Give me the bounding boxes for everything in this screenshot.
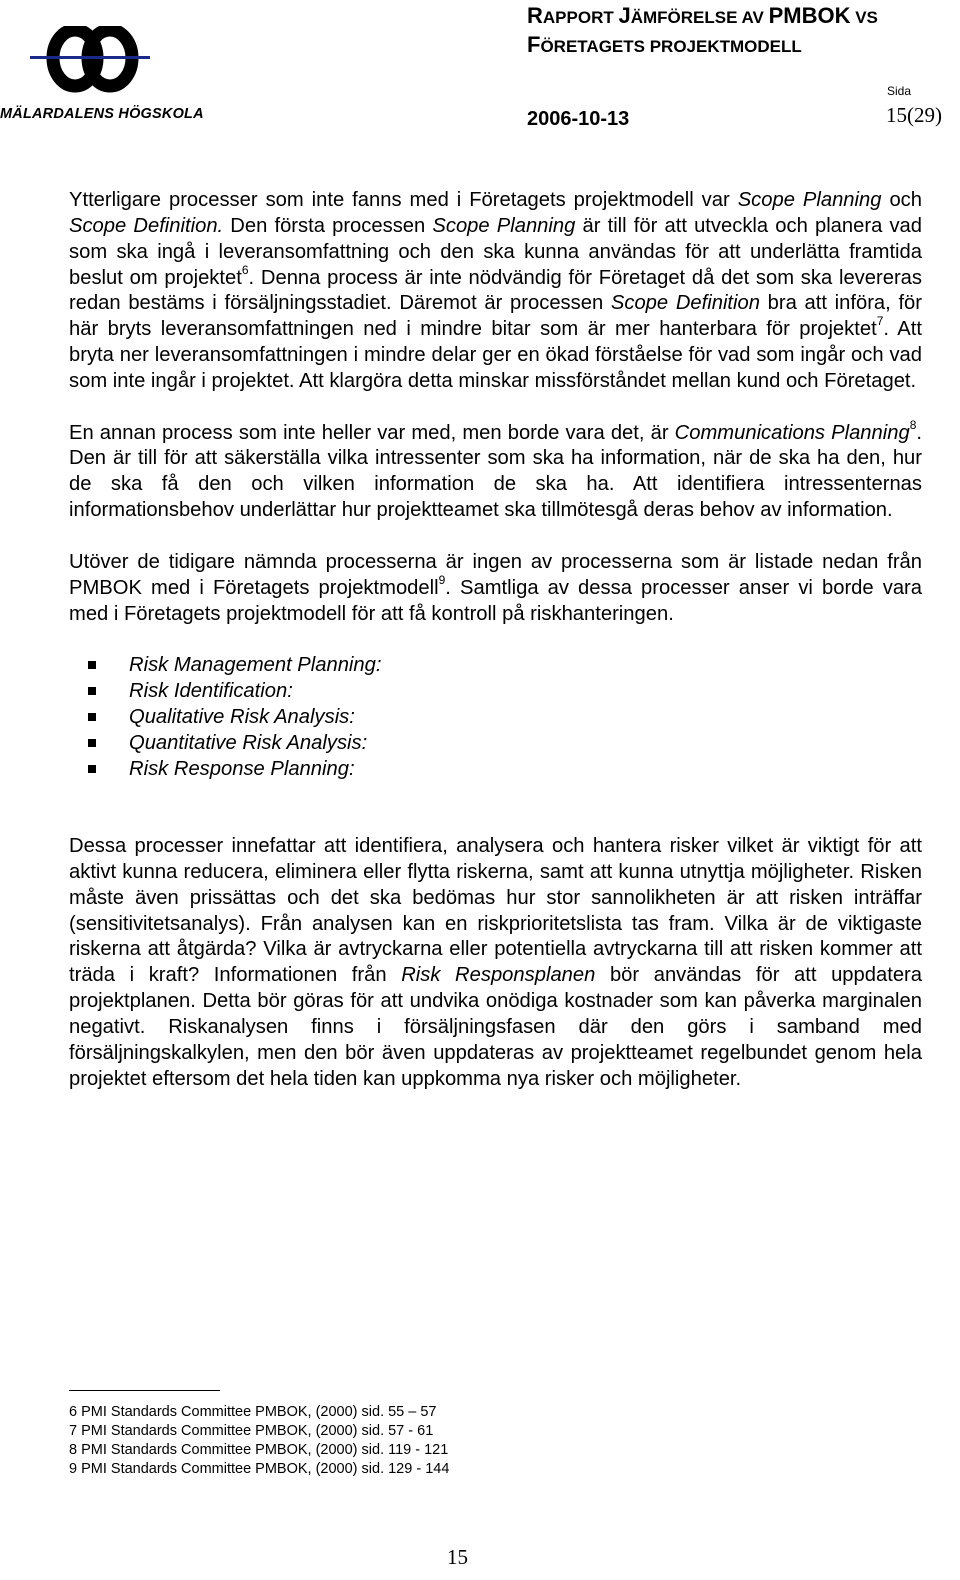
footnote: 9 PMI Standards Committee PMBOK, (2000) sid. 129 - 144 bbox=[69, 1461, 450, 1477]
logo-emblem-icon bbox=[30, 26, 150, 94]
page-label: Sida bbox=[887, 84, 912, 98]
footnotes bbox=[69, 1403, 449, 1479]
footnote: 6 PMI Standards Committee PMBOK, (2000) sid. 55 – 57 bbox=[69, 1404, 437, 1420]
footnote-ref: 9 bbox=[438, 572, 446, 587]
document-title: RAPPORT JÄMFÖRELSE AV PMBOK VS FÖRETAGETS PROJEKTMODELL bbox=[527, 3, 878, 57]
university-logo bbox=[0, 18, 204, 128]
paragraph-scope: Ytterligare processer som inte fanns med i Företagets projektmodell var Scope Planning och Scope Definition. Den första processen Scope Planning är till för att utveckla och planera vad som ska ingå i leveransomfattning och den ska kunna användas för att underlätta framtida beslut om projektet$^6$. Denna process är inte nödvändig för Företaget då det som ska levereras redan bestäms i försäljningsstadiet. Däremot är processen Scope Definition bra att införa, för här bryts leveransomfattningen ned i mindre bitar som är mer hanterbara för projektet$^7$. Att bryta ner leveransomfattningen i mindre delar ger en ökad förståelse för vad som ingår och vad som inte ingår i projektet. Att klargöra detta minskar missförståndet mellan kund och Företaget. bbox=[69, 189, 923, 392]
list-item: Risk Response Planning: bbox=[69, 757, 922, 783]
page-number: 15 bbox=[447, 1545, 468, 1569]
bullet-icon bbox=[88, 765, 96, 773]
footnote-ref: 7 bbox=[876, 314, 884, 329]
footnote-divider bbox=[69, 1390, 220, 1391]
bullet-icon bbox=[88, 661, 96, 669]
bullet-icon bbox=[88, 713, 96, 721]
risk-process-list bbox=[69, 653, 922, 782]
footnote: 7 PMI Standards Committee PMBOK, (2000) sid. 57 - 61 bbox=[69, 1423, 434, 1439]
list-item: Qualitative Risk Analysis: bbox=[69, 705, 922, 731]
document-body bbox=[69, 188, 922, 1093]
footnote-ref: 6 bbox=[241, 262, 249, 277]
list-item: Quantitative Risk Analysis: bbox=[69, 731, 922, 757]
list-item: Risk Identification: bbox=[69, 679, 922, 705]
page-count: 15(29) bbox=[886, 103, 942, 127]
footnote: 8 PMI Standards Committee PMBOK, (2000) sid. 119 - 121 bbox=[69, 1442, 449, 1458]
bullet-icon bbox=[88, 739, 96, 747]
paragraph-risk-intro: Utöver de tidigare nämnda processerna är ingen av processerna som är listade nedan från PMBOK med i Företagets projektmodell$^9$. Samtliga av dessa processer anser vi borde vara med i Företagets projektmodell för att få kontroll på riskhanteringen. bbox=[69, 550, 922, 625]
document-date: 2006-10-13 bbox=[527, 108, 630, 130]
paragraph-communications: En annan process som inte heller var med, men borde vara det, är Communications Planning$^8$. Den är till för att säkerställa vilka intressenter som ska ha information, när de ska ha den, hur de ska få den och vilken information de ska ha. Att identifiera intressenternas informationsbehov underlättar hur projektteamet ska tillmötesgå deras behov av information. bbox=[69, 417, 922, 522]
paragraph-risk-analysis: Dessa processer innefattar att identifiera, analysera och hantera risker vilket är viktigt för att aktivt kunna reducera, eliminera eller flytta riskerna, samt att kunna utnyttja möjligheter. Risken måste även prissättas och det ska bedömas hur stor sannolikheten är att risken inträffar (sensitivitetsanalys). Från analysen kan en riskprioritetslista tas fram. Vilka är de viktigaste riskerna att åtgärda? Vilka är avtryckarna eller potentiella avtryckarna till att risken kommer att träda i kraft? Informationen från Risk Responsplanen bör användas för att uppdatera projektplanen. Detta bör göras för att undvika onödiga kostnader som kan påverka marginalen negativt. Riskanalysen finns i försäljningsfasen där den görs i samband med försäljningskalkylen, men den bör även uppdateras av projektteamet regelbundet genom hela projektet eftersom det hela tiden kan uppkomma nya risker och möjligheter. bbox=[69, 835, 922, 1090]
logo-text: MÄLARDALENS HÖGSKOLA bbox=[0, 106, 204, 122]
bullet-icon bbox=[88, 687, 96, 695]
list-item: Risk Management Planning: bbox=[69, 653, 922, 679]
footnote-ref: 8 bbox=[909, 417, 917, 432]
